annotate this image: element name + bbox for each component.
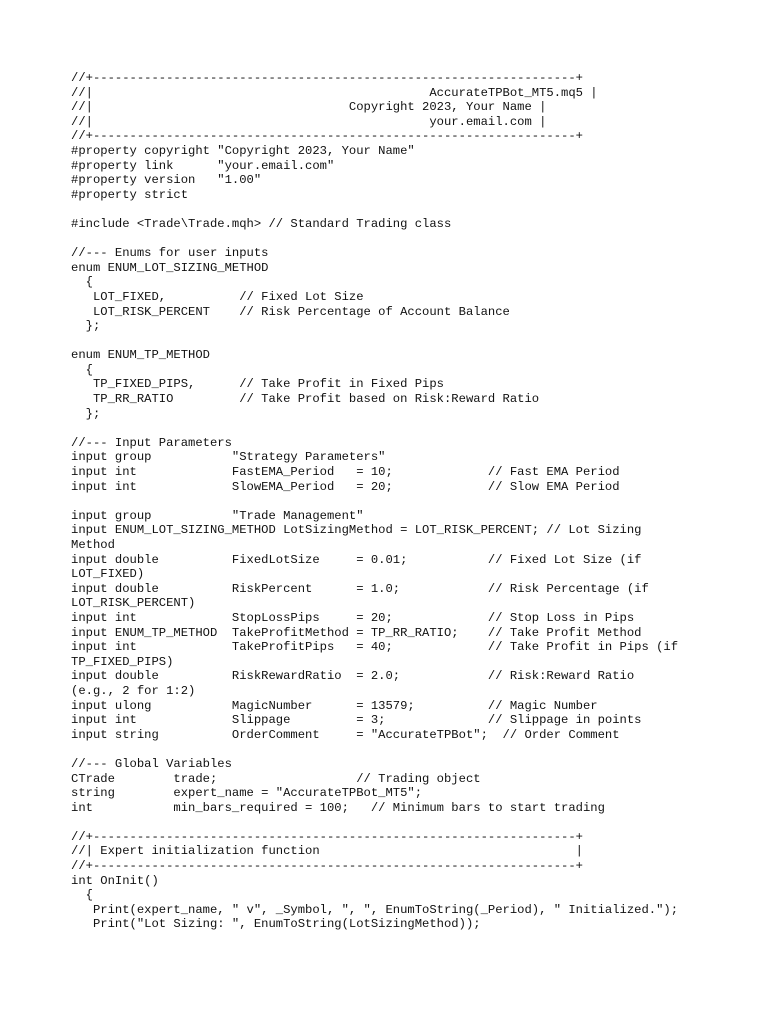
source-code-block: //+------------------------------------------------------------------+ //| AccurateTPBot_MT5.mq5 | //| Copyright 2023, Your Name | //| your.email.com | //+------------------------------------------------------------------+ #property copyright "Copyright 2023, Your Name" #property link "your.email.com" #property version "1.00" #property strict #include <Trade\Trade.mqh> // Standard Trading class //--- Enums for user inputs enum ENUM_LOT_SIZING_METHOD { LOT_FIXED, // Fixed Lot Size LOT_RISK_PERCENT // Risk Percentage of Account Balance }; enum ENUM_TP_METHOD { TP_FIXED_PIPS, // Take Profit in Fixed Pips TP_RR_RATIO // Take Profit based on Risk:Reward Ratio }; //--- Input Parameters input group "Strategy Parameters" input int FastEMA_Period = 10; // Fast EMA Period input int SlowEMA_Period = 20; // Slow EMA Period input group "Trade Management" input ENUM_LOT_SIZING_METHOD LotSizingMethod = LOT_RISK_PERCENT; // Lot Sizing Method input double FixedLotSize = 0.01; // Fixed Lot Size (if LOT_FIXED) input double RiskPercent = 1.0; // Risk Percentage (if LOT_RISK_PERCENT) input int StopLossPips = 20; // Stop Loss in Pips input ENUM_TP_METHOD TakeProfitMethod = TP_RR_RATIO; // Take Profit Method input int TakeProfitPips = 40; // Take Profit in Pips (if TP_FIXED_PIPS) input double RiskRewardRatio = 2.0; // Risk:Reward Ratio (e.g., 2 for 1:2) input ulong MagicNumber = 13579; // Magic Number input int Slippage = 3; // Slippage in points input string OrderComment = "AccurateTPBot"; // Order Comment //--- Global Variables CTrade trade; // Trading object string expert_name = "AccurateTPBot_MT5"; int min_bars_required = 100; // Minimum bars to start trading //+------------------------------------------------------------------+ //| Expert initialization function | //+------------------------------------------------------------------+ int OnInit() { Print(expert_name, " v", _Symbol, ", ", EnumToString(_Period), " Initialized."); Print("Lot Sizing: ", EnumToString(LotSizingMethod));: [71, 71, 679, 932]
